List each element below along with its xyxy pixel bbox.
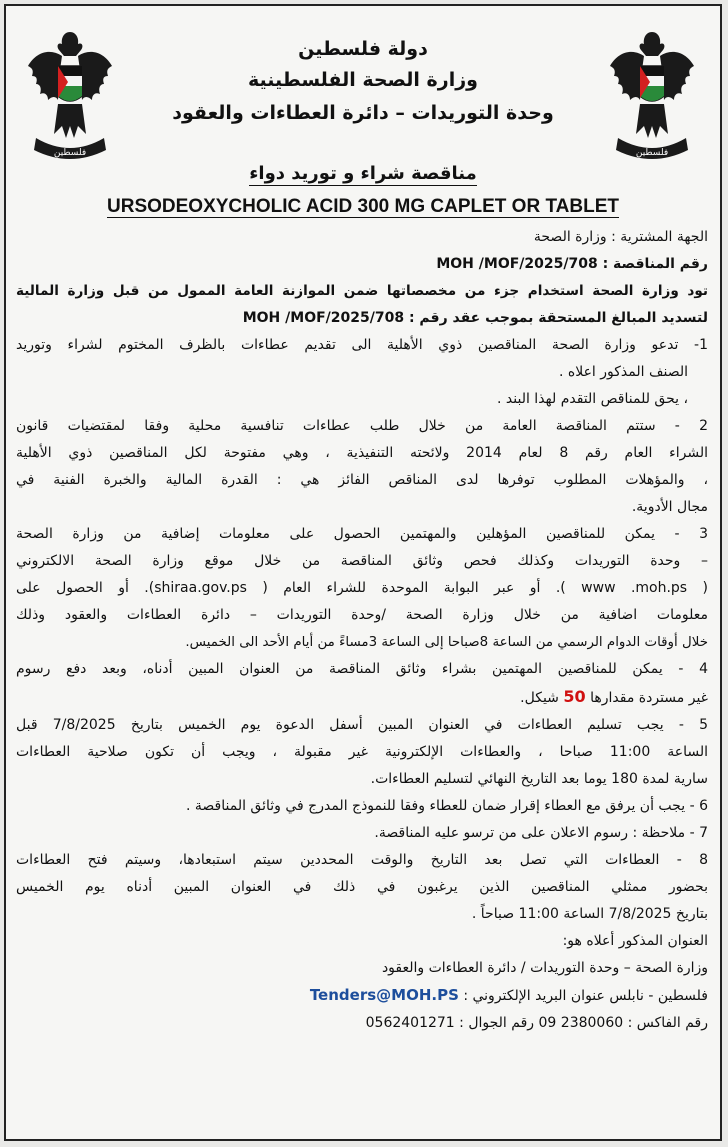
item-2-line-1: 2 - ستتم المناقصة العامة من خلال طلب عطاءات تنافسية محلية وفقا لمقتضيات قانون	[16, 418, 708, 434]
item-7: 7 - ملاحظة : رسوم الاعلان على من ترسو عليه المناقصة.	[374, 825, 708, 841]
address-line-2: فلسطين - نابلس عنوان البريد الإلكتروني : Tenders@MOH.PS	[309, 986, 708, 1004]
item-4-line-1: 4 - يمكن للمناقصين المهتمين بشراء وثائق المناقصة من العنوان المبين أدناه، وبعد دفع رسوم	[16, 661, 708, 677]
contract-number: MOH /MOF/2025/708	[242, 310, 405, 326]
item-3-line-5: خلال أوقات الدوام الرسمي من الساعة 8صباحا إلى الساعة 3مساءً من أيام الأحد الى الخميس.	[185, 635, 708, 650]
address-heading: العنوان المذكور أعلاه هو:	[562, 933, 708, 949]
item-2-line-2: الشراء العام رقم 8 لعام 2014 ولائحته التنفيذية ، وهي مفتوحة لكل المناقصين ذوي الأهلية	[16, 445, 708, 461]
item-2-line-3: ، والمؤهلات المطلوب توفرها لدى المناقص الفائز هي : القدرة المالية والخبرة الفنية في	[16, 472, 708, 488]
item-3-line-4: معلومات اضافية من خلال وزارة الصحة /وحدة التوريدات – دائرة العطاءات والعقود وذلك	[16, 607, 708, 623]
email-link[interactable]: Tenders@MOH.PS	[309, 986, 459, 1004]
department-name: وحدة التوريدات – دائرة العطاءات والعقود	[172, 102, 554, 124]
item-3-line-2: – وحدة التوريدات وكذلك فحص وثائق المناقصة من خلال موقع وزارة الصحة الالكتروني	[16, 553, 708, 569]
contact-numbers: رقم الفاكس : 2380060 09 رقم الجوال : 0562401271	[365, 1015, 708, 1031]
fee-amount: 50	[563, 687, 586, 706]
ministry-name: وزارة الصحة الفلسطينية	[248, 69, 478, 91]
letterhead	[146, 34, 580, 130]
tender-announcement-page	[4, 4, 722, 1141]
intro-line-2: لتسديد المبالغ المستحقة بموجب عقد رقم : MOH /MOF/2025/708	[242, 310, 708, 326]
item-5-line-1: 5 - يجب تسليم العطاءات في العنوان المبين أسفل الدعوة يوم الخميس بتاريخ 7/8/2025 قبل	[16, 717, 708, 733]
tender-number-line: رقم المناقصة : MOH /MOF/2025/708	[436, 256, 708, 272]
tender-number: MOH /MOF/2025/708	[436, 256, 598, 272]
item-8-line-3: بتاريخ 7/8/2025 الساعة 11:00 صباحاً .	[471, 906, 708, 922]
item-4-line-2: غير مستردة مقدارها 50 شيكل.	[520, 687, 708, 706]
item-8-line-1: 8 - العطاءات التي تصل بعد التاريخ والوقت المحددين سيتم استبعادها، وسيتم فتح العطاءات	[16, 852, 708, 868]
item-8-line-2: بحضور ممثلي المناقصين الذين يرغبون في ذلك في العنوان المبين أدناه يوم الخميس	[16, 879, 708, 895]
item-5-line-3: سارية لمدة 180 يوما بعد التاريخ النهائي لتسليم العطاءات.	[370, 771, 708, 787]
item-1-line-2: الصنف المذكور اعلاه .	[558, 364, 688, 380]
emblem-right-label: فلسطين	[635, 148, 669, 158]
address-line-1: وزارة الصحة – وحدة التوريدات / دائرة العطاءات والعقود	[381, 960, 708, 976]
buyer-line: الجهة المشترية : وزارة الصحة	[533, 229, 708, 245]
item-3-line-3: ( www .moh.ps ). أو عبر البوابة الموحدة للشراء العام ( shiraa.gov.ps). أو الحصول على	[16, 580, 708, 596]
product-name: URSODEOXYCHOLIC ACID 300 MG CAPLET OR TABLET	[107, 196, 619, 217]
state-name: دولة فلسطين	[298, 38, 428, 60]
palestine-eagle-emblem-left	[24, 26, 116, 166]
item-2-line-4: مجال الأدوية.	[631, 499, 708, 515]
item-3-line-1: 3 - يمكن للمناقصين المؤهلين والمهتمين الحصول على معلومات إضافية من وزارة الصحة	[16, 526, 708, 542]
palestine-eagle-emblem-right	[606, 26, 698, 166]
item-1-line-1: 1- تدعو وزارة الصحة المناقصين ذوي الأهلية الى تقديم عطاءات بالظرف المختوم لشراء وتوريد	[16, 337, 708, 353]
announcement-body	[16, 224, 708, 1037]
intro-line-1: تود وزارة الصحة استخدام جزء من مخصصاتها ضمن الموازنة العامة الممول من قبل وزارة المالية	[16, 283, 708, 299]
item-1-line-3: ، يحق للمناقص التقدم لهذا البند .	[497, 391, 688, 407]
tender-title: مناقصة شراء و توريد دواء	[249, 163, 477, 184]
item-6: 6 - يجب أن يرفق مع العطاء إقرار ضمان للعطاء وفقا للنموذج المدرج في وثائق المناقصة .	[186, 798, 708, 814]
item-5-line-2: الساعة 11:00 صباحا ، والعطاءات الإلكترونية غير مقبولة ، ويجب أن تكون صلاحية العطاءات	[16, 744, 708, 760]
emblem-left-label: فلسطين	[53, 148, 87, 158]
